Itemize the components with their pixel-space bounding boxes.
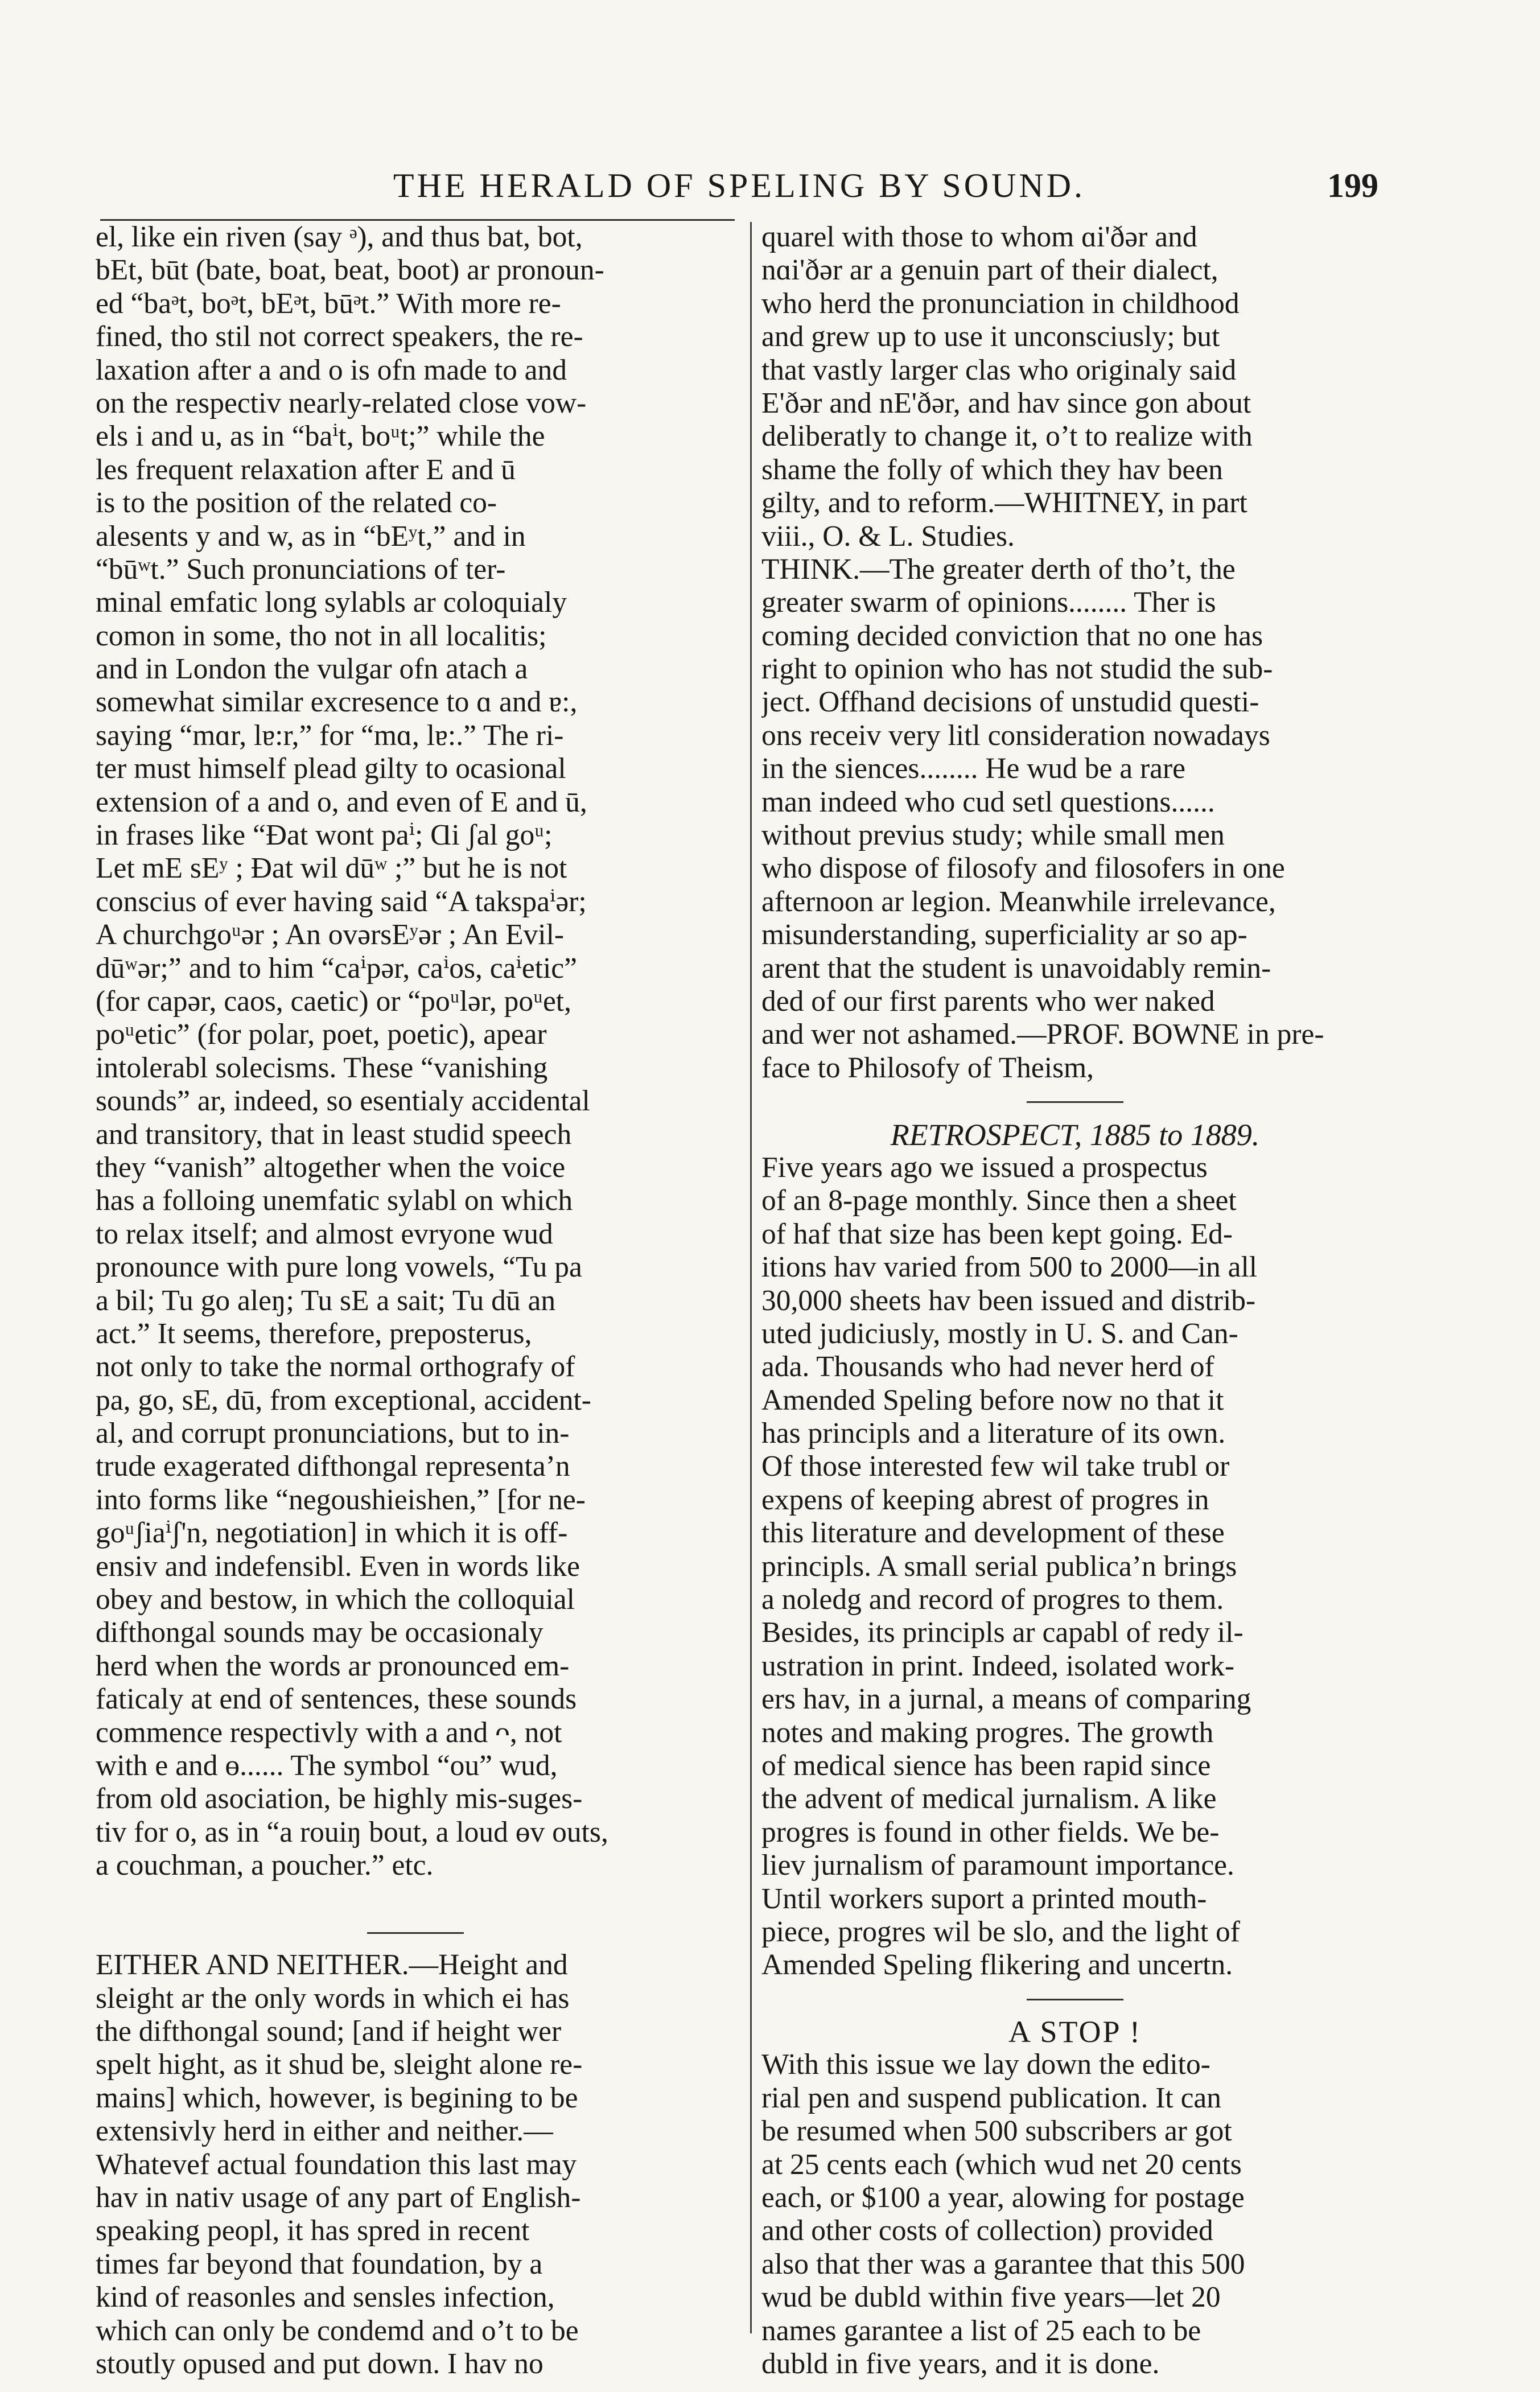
text-line: gilty, and to reform.—WHITNEY, in part (761, 487, 1247, 520)
text-line: at 25 cents each (which wud net 20 cents (761, 2148, 1242, 2181)
text-line: also that ther was a garantee that this 500 (761, 2247, 1245, 2280)
text-line: on the respectiv nearly-related close vow- (96, 386, 587, 419)
text-line: extensivly herd in either and neither.— (96, 2115, 553, 2148)
text-line: Besides, its principls ar capabl of redy il- (761, 1616, 1243, 1649)
text-line: expens of keeping abrest of progres in (761, 1483, 1209, 1516)
text-line: les frequent relaxation after E and ū (96, 453, 516, 486)
text-line: names garantee a list of 25 each to be (761, 2314, 1201, 2347)
text-line: somewhat similar excresence to ɑ and ɐ:, (96, 686, 578, 719)
text-line: from old asociation, be highly mis-suges- (96, 1782, 583, 1815)
text-line: Until workers suport a printed mouth- (761, 1882, 1207, 1915)
text-line: ers hav, in a jurnal, a means of comparing (761, 1683, 1251, 1716)
text-line: and in London the vulgar ofn atach a (96, 653, 528, 686)
text-line: laxation after a and o is ofn made to and (96, 353, 567, 386)
text-line: principls. A small serial publica’n brings (761, 1550, 1237, 1583)
text-line: who herd the pronunciation in childhood (761, 287, 1240, 320)
text-line: itions hav varied from 500 to 2000—in all (761, 1251, 1258, 1284)
text-line: of haf that size has been kept going. Ed- (761, 1217, 1233, 1250)
text-line: Amended Speling flikering and uncertn. (761, 1949, 1233, 1982)
text-line: is to the position of the related co- (96, 487, 497, 520)
text-line: act.” It seems, therefore, preposterus, (96, 1317, 532, 1350)
text-line: poᵘetic” (for polar, poet, poetic), apear (96, 1018, 547, 1051)
text-line: nɑi'ðər ar a genuin part of their dialect, (761, 254, 1218, 287)
left-column (96, 221, 735, 2381)
text-line: Amended Speling before now no that it (761, 1384, 1224, 1417)
text-line: they “vanish” altogether when the voice (96, 1151, 566, 1184)
text-line: face to Philosofy of Theism, (761, 1051, 1094, 1084)
text-line: uted judiciusly, mostly in U. S. and Can- (761, 1317, 1238, 1350)
text-line: hav in nativ usage of any part of English- (96, 2181, 581, 2214)
text-line: al, and corrupt pronunciations, but to in- (96, 1417, 570, 1450)
think-paragraph (761, 553, 1389, 1085)
text-line: els i and u, as in “baⁱt, boᵘt;” while the (96, 420, 545, 453)
text-line: misunderstanding, superficiality ar so ap- (761, 919, 1247, 952)
text-line: in frases like “Ðat wont paⁱ; Ɑi ʃal goᵘ; (96, 819, 553, 852)
text-line: ons receiv very litl consideration nowadays (761, 719, 1270, 752)
text-line: which can only be condemd and o’t to be (96, 2314, 579, 2347)
text-line: faticaly at end of sentences, these sounds (96, 1683, 577, 1716)
text-line: “būʷt.” Such pronunciations of ter- (96, 553, 506, 586)
either-neither-paragraph (96, 1949, 735, 2381)
text-line: a noledg and record of progres to them. (761, 1583, 1224, 1616)
text-line: and wer not ashamed.—PROF. BOWNE in pre- (761, 1018, 1324, 1051)
stop-paragraph (761, 2048, 1389, 2381)
text-line: in the siences........ He wud be a rare (761, 752, 1186, 785)
text-line: be resumed when 500 subscribers ar got (761, 2115, 1232, 2148)
text-line: greater swarm of opinions........ Ther is (761, 586, 1216, 619)
text-line: ject. Offhand decisions of unstudid questi- (761, 686, 1259, 719)
text-line: arent that the student is unavoidably remin- (761, 952, 1271, 985)
blank-space (96, 1883, 735, 1916)
text-line: commence respectivly with a and ᴖ, not (96, 1716, 562, 1749)
text-line: pronounce with pure long vowels, “Tu pa (96, 1251, 582, 1284)
page-number: 199 (1327, 167, 1378, 204)
text-line: who dispose of filosofy and filosofers in one (761, 852, 1285, 885)
text-line: conscius of ever having said “A takspaⁱər; (96, 885, 587, 918)
text-line: sounds” ar, indeed, so esentialy accidental (96, 1085, 590, 1118)
text-line: ter must himself plead gilty to ocasional (96, 752, 566, 785)
text-line: bEt, būt (bate, boat, beat, boot) ar pronoun- (96, 254, 604, 287)
text-line: dūʷər;” and to him “caⁱpər, caⁱos, caⁱetic” (96, 952, 578, 985)
text-line: ustration in print. Indeed, isolated work- (761, 1649, 1234, 1682)
text-line: the difthongal sound; [and if height wer (96, 2015, 562, 2048)
retrospect-paragraph (761, 1151, 1389, 1982)
text-line: Let mE sEʸ ; Ðat wil dūʷ ;” but he is not (96, 852, 567, 885)
text-line: and other costs of collection) provided (761, 2214, 1213, 2247)
text-line: viii., O. & L. Studies. (761, 520, 1015, 553)
text-line: saying “mɑr, lɐ:r,” for “mɑ, lɐ:.” The ri- (96, 719, 564, 752)
text-line: goᵘʃiaⁱʃ'n, negotiation] in which it is off- (96, 1517, 568, 1550)
stop-heading: A STOP ! (1008, 2015, 1142, 2049)
text-line: into forms like “negoushieishen,” [for ne- (96, 1483, 586, 1516)
text-line: EITHER AND NEITHER.—Height and (96, 1949, 568, 1982)
text-line: extension of a and o, and even of E and ū, (96, 785, 587, 818)
section-rule (761, 1982, 1389, 2015)
right-column (761, 221, 1389, 2381)
text-line: stoutly opused and put down. I hav no (96, 2348, 543, 2380)
text-line: el, like ein riven (say ᵊ), and thus bat, bot, (96, 221, 583, 253)
text-line: piece, progres wil be slo, and the light of (761, 1915, 1240, 1948)
section-rule (761, 1085, 1389, 1118)
text-line: deliberatly to change it, o’t to realize with (761, 420, 1253, 453)
text-line: man indeed who cud setl questions...... (761, 785, 1215, 818)
text-line: a couchman, a poucher.” etc. (96, 1849, 434, 1882)
text-line: E'ðər and nE'ðər, and hav since gon about (761, 386, 1251, 419)
text-line: right to opinion who has not studid the sub- (761, 653, 1273, 686)
text-line: each, or $100 a year, alowing for postage (761, 2181, 1245, 2214)
text-line: progres is found in other fields. We be- (761, 1815, 1220, 1848)
text-line: ada. Thousands who had never herd of (761, 1351, 1214, 1384)
text-line: times far beyond that foundation, by a (96, 2247, 543, 2280)
text-line: has principls and a literature of its own. (761, 1417, 1226, 1450)
text-line: With this issue we lay down the edito- (761, 2048, 1210, 2081)
text-line: tiv for o, as in “a rouiŋ bout, a loud ɵv outs, (96, 1815, 608, 1848)
text-line: Whatevef actual foundation this last may (96, 2148, 577, 2181)
text-line: ensiv and indefensibl. Even in words like (96, 1550, 580, 1583)
text-line: ed “baᵊt, boᵊt, bEᵊt, būᵊt.” With more re- (96, 287, 561, 320)
text-line: intolerabl solecisms. These “vanishing (96, 1051, 548, 1084)
text-line: THINK.—The greater derth of tho’t, the (761, 553, 1236, 586)
text-line: a bil; Tu go aleŋ; Tu sE a sait; Tu dū an (96, 1284, 556, 1317)
text-line: liev jurnalism of paramount importance. (761, 1849, 1234, 1882)
text-line: coming decided conviction that no one has (761, 619, 1263, 652)
text-line: A churchgoᵘər ; An ovərsEʸər ; An Evil- (96, 919, 565, 952)
retrospect-heading: RETROSPECT, 1885 to 1889. (890, 1118, 1260, 1151)
text-line: speaking peopl, it has spred in recent (96, 2214, 530, 2247)
text-line: without previus study; while small men (761, 819, 1225, 852)
text-line: this literature and development of these (761, 1517, 1225, 1550)
text-line: spelt hight, as it shud be, sleight alone re- (96, 2048, 583, 2081)
text-line: to relax itself; and almost evryone wud (96, 1217, 553, 1250)
running-title: THE HERALD OF SPELING BY SOUND. (393, 167, 1086, 204)
text-line: sleight ar the only words in which ei has (96, 1982, 570, 2015)
text-line: (for capər, caos, caetic) or “poᵘlər, poᵘet, (96, 985, 571, 1018)
text-line: quarel with those to whom ɑi'ðər and (761, 221, 1197, 253)
text-line: with e and ɵ...... The symbol “ou” wud, (96, 1749, 558, 1782)
text-line: wud be dubld within five years—let 20 (761, 2281, 1221, 2314)
column-divider (750, 222, 752, 2333)
text-line: has a folloing unemfatic sylabl on which (96, 1184, 573, 1217)
text-line: mains] which, however, is begining to be (96, 2081, 578, 2114)
text-line: and grew up to use it unconsciusly; but (761, 320, 1220, 353)
text-line: obey and bestow, in which the colloquial (96, 1583, 575, 1616)
text-line: and transitory, that in least studid speech (96, 1118, 572, 1151)
text-line: that vastly larger clas who originaly said (761, 353, 1237, 386)
text-line: Five years ago we issued a prospectus (761, 1151, 1208, 1184)
text-line: trude exagerated difthongal representa’n (96, 1450, 570, 1483)
text-line: the advent of medical jurnalism. A like (761, 1782, 1217, 1815)
text-line: difthongal sounds may be occasionaly (96, 1616, 543, 1649)
text-line: not only to take the normal orthografy of (96, 1351, 575, 1384)
text-line: kind of reasonles and sensles infection, (96, 2281, 555, 2314)
text-line: of medical sience has been rapid since (761, 1749, 1211, 1782)
text-line: comon in some, tho not in all localitis; (96, 619, 547, 652)
running-head (100, 166, 1378, 212)
text-line: fined, tho stil not correct speakers, the re- (96, 320, 583, 353)
text-line: herd when the words ar pronounced em- (96, 1649, 570, 1682)
section-rule (96, 1916, 735, 1949)
text-line: 30,000 sheets hav been issued and distrib- (761, 1284, 1256, 1317)
left-paragraph-1 (96, 221, 735, 1883)
text-line: afternoon ar legion. Meanwhile irrelevance, (761, 885, 1276, 918)
text-line: alesents y and w, as in “bEʸt,” and in (96, 520, 526, 553)
text-line: dubld in five years, and it is done. (761, 2348, 1160, 2380)
text-line: pa, go, sE, dū, from exceptional, accident- (96, 1384, 591, 1417)
text-line: Of those interested few wil take trubl or (761, 1450, 1230, 1483)
whitney-paragraph (761, 221, 1389, 553)
text-line: ded of our first parents who wer naked (761, 985, 1215, 1018)
text-line: notes and making progres. The growth (761, 1716, 1214, 1749)
text-line: shame the folly of which they hav been (761, 453, 1223, 486)
text-line: rial pen and suspend publication. It can (761, 2081, 1222, 2114)
text-line: minal emfatic long sylabls ar coloquialy (96, 586, 567, 619)
text-line: of an 8-page monthly. Since then a sheet (761, 1184, 1237, 1217)
